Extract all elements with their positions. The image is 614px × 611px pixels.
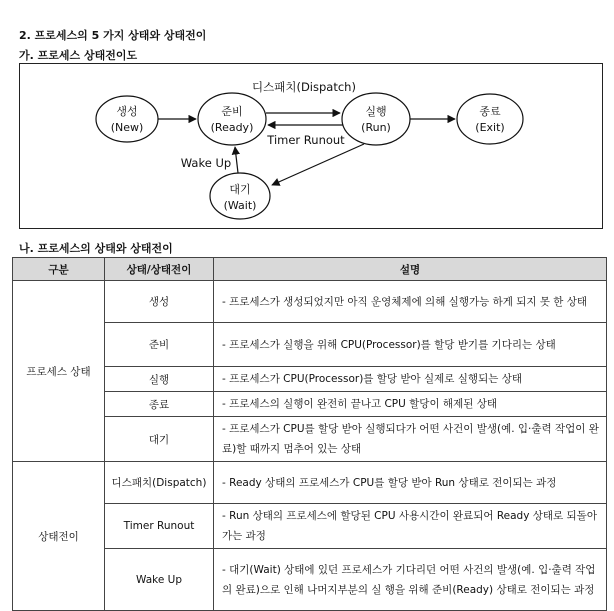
table-row — [13, 462, 607, 504]
state-table — [12, 257, 607, 611]
section-heading: 2. 프로세스의 5 가지 상태와 상태전이 — [19, 29, 207, 42]
state-new-kr: 생성 — [116, 105, 138, 118]
row-state: 실행 — [105, 367, 214, 392]
diagram-canvas — [20, 64, 604, 230]
row-state: 대기 — [105, 417, 214, 462]
state-wait — [210, 173, 270, 219]
state-transition-diagram — [19, 63, 603, 229]
state-new-en: (New) — [110, 121, 144, 134]
row-state: Wake Up — [105, 549, 214, 611]
arrow-wake-up — [235, 147, 238, 173]
group-state-transition: 상태전이 — [13, 462, 105, 611]
row-state: 종료 — [105, 392, 214, 417]
row-description: - 프로세스가 생성되었지만 아직 운영체제에 의해 실행가능 하게 되지 못 한 상태 — [214, 281, 607, 323]
label-wake-up: Wake Up — [180, 156, 232, 170]
header-description: 설명 — [214, 258, 607, 281]
state-run — [342, 93, 410, 145]
state-exit-en: (Exit) — [475, 121, 505, 134]
table-header-row — [13, 258, 607, 281]
row-description: - 프로세스의 실행이 완전히 끝나고 CPU 할당이 해제된 상태 — [214, 392, 607, 417]
state-run-kr: 실행 — [365, 105, 387, 118]
state-exit — [457, 94, 523, 144]
table-row — [13, 281, 607, 323]
state-new — [96, 96, 158, 142]
row-description: - 프로세스가 CPU(Processor)를 할당 받아 실제로 실행되는 상태 — [214, 367, 607, 392]
header-state: 상태/상태전이 — [105, 258, 214, 281]
state-ready-en: (Ready) — [210, 121, 254, 134]
arrow-run-wait — [272, 144, 364, 185]
row-description: - 프로세스가 CPU를 할당 받아 실행되다가 어떤 사건이 발생(예. 입·출력 작업이 완료)할 때까지 멈추어 있는 상태 — [214, 417, 607, 462]
row-description: - 프로세스가 실행을 위해 CPU(Processor)를 할당 받기를 기다리는 상태 — [214, 323, 607, 367]
row-state: 준비 — [105, 323, 214, 367]
state-ready — [198, 93, 266, 145]
group-process-state: 프로세스 상태 — [13, 281, 105, 462]
row-description: - 대기(Wait) 상태에 있던 프로세스가 기다리던 어떤 사건의 발생(예. 입·출력 작업의 완료)으로 인해 나머지부분의 실 행을 위해 준비(Ready) 상태로 전이되는 과정 — [214, 549, 607, 611]
state-run-en: (Run) — [361, 121, 391, 134]
row-description: - Run 상태의 프로세스에 할당된 CPU 사용시간이 완료되어 Ready 상태로 되돌아가는 과정 — [214, 504, 607, 549]
row-state: Timer Runout — [105, 504, 214, 549]
table-heading: 나. 프로세스의 상태와 상태전이 — [19, 242, 173, 255]
row-description: - Ready 상태의 프로세스가 CPU를 할당 받아 Run 상태로 전이되는 과정 — [214, 462, 607, 504]
state-wait-en: (Wait) — [223, 199, 257, 212]
header-category: 구분 — [13, 258, 105, 281]
diagram-heading: 가. 프로세스 상태전이도 — [19, 49, 138, 62]
state-wait-kr: 대기 — [229, 183, 251, 196]
state-exit-kr: 종료 — [479, 105, 501, 118]
row-state: 생성 — [105, 281, 214, 323]
state-ready-kr: 준비 — [221, 105, 243, 118]
label-timer-runout: Timer Runout — [267, 133, 345, 147]
label-dispatch: 디스패치(Dispatch) — [252, 80, 356, 94]
row-state: 디스패치(Dispatch) — [105, 462, 214, 504]
